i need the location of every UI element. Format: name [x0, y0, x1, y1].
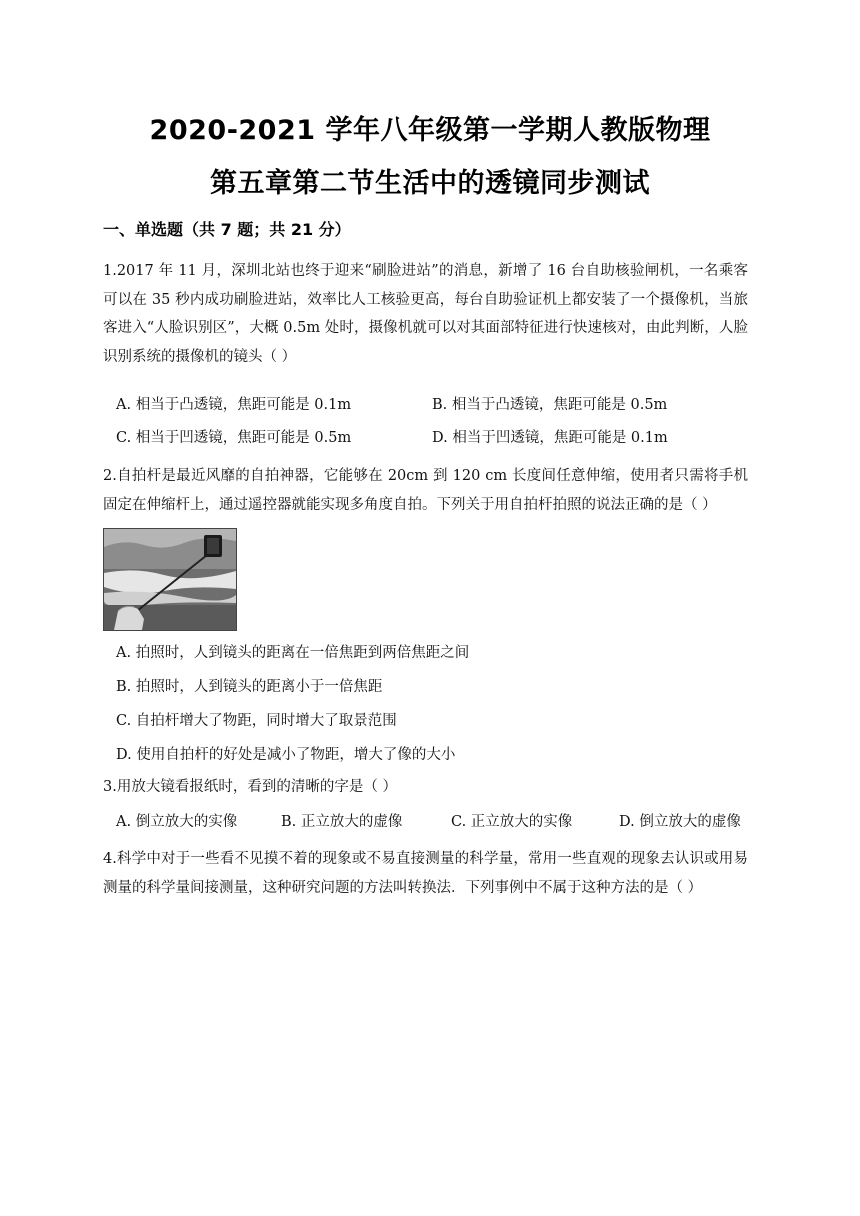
question-1-option-b: B. 相当于凸透镜，焦距可能是 0.5m	[432, 397, 668, 413]
question-4-stem: 4.科学中对于一些看不见摸不着的现象或不易直接测量的科学量，常用一些直观的现象去认识或用易测量的科学量间接测量，这种研究问题的方法叫转换法．下列事例中不属于这种方法的是（ ）	[103, 851, 748, 896]
question-1-option-d: D. 相当于凹透镜，焦距可能是 0.1m	[432, 430, 668, 446]
question-1-stem: 1.2017 年 11 月，深圳北站也终于迎来“刷脸进站”的消息，新增了 16 台自助核验闸机，一名乘客可以在 35 秒内成功刷脸进站，效率比人工核验更高，每台自助验证机上都安装了一个摄像机，当旅客进入“人脸识别区”，大概 0.5m 处时，摄像机就可以对其面部特征进行快速核对，由此判断，人脸识别系统的摄像机的镜头（ ）	[103, 263, 748, 365]
document-title-line2: 第五章第二节生活中的透镜同步测试	[210, 168, 650, 199]
question-3-option-b: B. 正立放大的虚像	[281, 814, 403, 830]
question-2-stem: 2.自拍杆是最近风靡的自拍神器，它能够在 20cm 到 120 cm 长度间任意伸缩，使用者只需将手机固定在伸缩杆上，通过遥控器就能实现多角度自拍。下列关于用自拍杆拍照的说法正确的是（ ）	[103, 468, 748, 513]
question-1-option-c: C. 相当于凹透镜，焦距可能是 0.5m	[116, 430, 352, 446]
question-2-option-b: B. 拍照时，人到镜头的距离小于一倍焦距	[116, 679, 383, 695]
selfie-stick-photo	[103, 528, 237, 631]
question-2-option-a: A. 拍照时，人到镜头的距离在一倍焦距到两倍焦距之间	[116, 645, 470, 661]
question-3-option-a: A. 倒立放大的实像	[116, 814, 238, 830]
question-2-option-c: C. 自拍杆增大了物距，同时增大了取景范围	[116, 713, 397, 729]
question-3-option-d: D. 倒立放大的虚像	[619, 814, 741, 830]
document-title-line1: 2020-2021 学年八年级第一学期人教版物理	[149, 115, 711, 146]
section-heading: 一、单选题（共 7 题；共 21 分）	[103, 220, 351, 239]
question-3-option-c: C. 正立放大的实像	[451, 814, 573, 830]
selfie-stick-illustration	[104, 529, 236, 630]
question-2-option-d: D. 使用自拍杆的好处是减小了物距，增大了像的大小	[116, 747, 456, 763]
question-3-stem: 3.用放大镜看报纸时，看到的清晰的字是（ ）	[103, 779, 397, 795]
question-1-option-a: A. 相当于凸透镜，焦距可能是 0.1m	[116, 397, 352, 413]
